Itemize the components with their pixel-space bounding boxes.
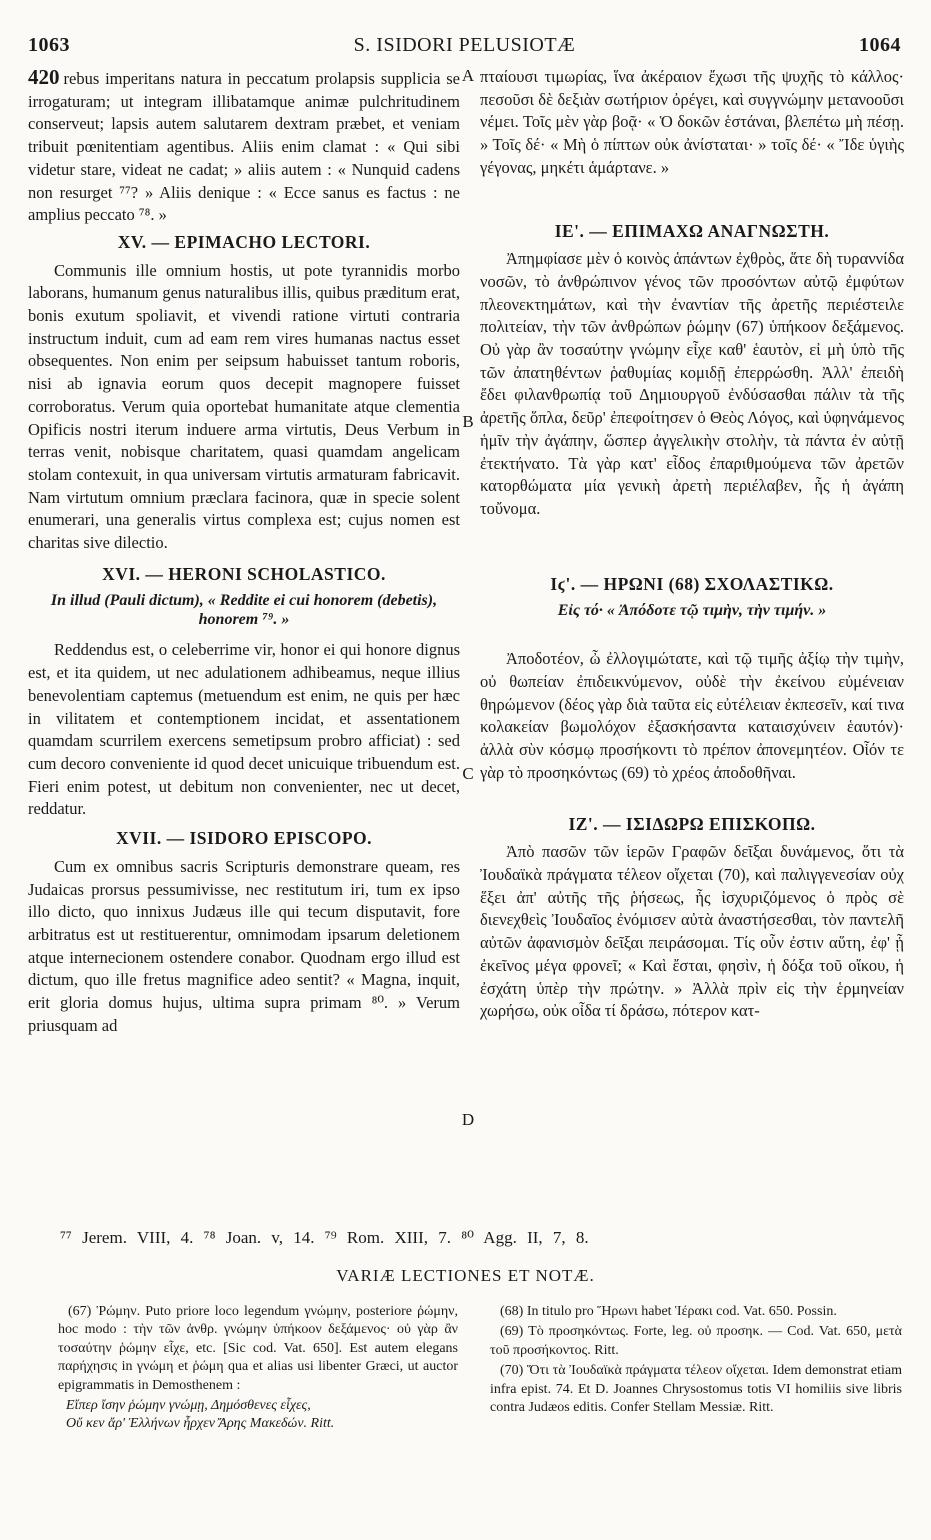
latin-subheading-16: In illud (Pauli dictum), « Reddite ei cui honorem (debetis), honorem ⁷⁹. » bbox=[50, 592, 438, 629]
latin-letter-17: Cum ex omnibus sacris Scripturis demonstrare queam, res Judaicas prorsus pessumivisse, nec restitutum iri, tum ex ipso illo dicto, quo innixus Judæus ille qui tecum disputavit, fore arbitratus est ut restituerentur, omnimodam ipsarum deletionem atque internecionem ostendere conabor. Quodnam ergo illud est dictum, quo ille fretus magnifice adeo sentit? « Magna, inquit, erit gloria domus hujus, ultima supra primam ⁸⁰. » Verum priusquam ad bbox=[28, 856, 460, 1035]
epigram-line-2: Οὔ κεν ἄρ' Ἑλλήνων ἦρχεν Ἄρης Μακεδών. Ritt. bbox=[66, 1416, 335, 1432]
latin-intro bbox=[28, 66, 460, 227]
page-number-left: 1063 bbox=[28, 34, 70, 56]
note-68: (68) In titulo pro Ἥρωνι habet Ἱέρακι cod. Vat. 650. Possin. bbox=[500, 1304, 837, 1319]
greek-subheading-16: Εἰς τό· « Ἀπόδοτε τῷ τιμὴν, τὴν τιμήν. » bbox=[557, 602, 827, 620]
latin-letter-16: Reddendus est, o celeberrime vir, honor ei qui honore dignus est, et ita quidem, ut nec adulationem adhibeamus, neque illius benevolentiam captemus (metuendum est enim, ne quis per hæc in vilitatem et contemptionem incidat, et assentationem quamdam scurrilem exercens semetipsum probro afficiat) : sed cum decoro conveniente id quod decet unicuique tribuendum est. Fieri enim potest, ut debitum non convenienter, nec ut decet, reddatur. bbox=[28, 640, 460, 819]
latin-column bbox=[28, 66, 460, 1037]
greek-column bbox=[480, 66, 904, 1023]
greek-heading-17: ΙΖ'. — ΙΣΙΔΩΡΩ ΕΠΙΣΚΟΠΩ. bbox=[568, 813, 816, 834]
column-marker-a: A bbox=[461, 66, 475, 85]
column-marker-d: D bbox=[461, 1110, 475, 1129]
note-70: (70) Ὅτι τὰ Ἰουδαϊκὰ πράγματα τέλεον οἴχεται. Idem demonstrat etiam infra epist. 74. Et D. Joannes Chrysostomus totis VI homiliis sive libris contra Judæos editis. Confer Stellam Messiæ. Ritt. bbox=[490, 1363, 902, 1416]
epigram-line-1: Εἴπερ ἴσην ῥώμην γνώμῃ, Δημόσθενες εἶχες, bbox=[66, 1398, 311, 1414]
latin-heading-15: XV. — EPIMACHO LECTORI. bbox=[117, 231, 371, 252]
note-67: (67) Ῥώμην. Puto priore loco legendum γνώμην, posteriore ῥώμην, hoc modo : τὴν τῶν ἀνθρ. γνώμην ὑπήκοον δεξάμενος· οὐ γὰρ ἂν τοσαύτην ῥώμην εἶχε, etc. [Sic cod. Vat. 650]. Est autem elegans παρήχησις in γνώμη et ῥώμη qua et alias usi libenter Græci, ut auctor epigrammatis in Demosthenem : bbox=[58, 1304, 458, 1393]
latin-heading-17: XVII. — ISIDORO EPISCOPO. bbox=[115, 828, 373, 849]
page-number-right: 1064 bbox=[859, 34, 901, 56]
running-title: S. ISIDORI PELUSIOTÆ bbox=[353, 34, 576, 56]
greek-intro: πταίουσι τιμωρίας, ἵνα ἀκέραιον ἔχωσι τῆς ψυχῆς τὸ κάλλος· πεσοῦσι δὲ δεξιὰν σωτήριον ὀρέγει, καὶ συγγνώμην μετανοοῦσι νέμει. Τοῖς μὲν γὰρ βοᾷ· « Ὁ δοκῶν ἑστάναι, βλεπέτω μὴ πέσῃ. » Τοῖς δέ· « Μὴ ὁ πίπτων οὐκ ἀνίσταται· » τοῖς δέ· « Ἴδε ὑγιὴς γέγονας, μηκέτι ἁμάρτανε. » bbox=[480, 67, 904, 177]
scripture-references: ⁷⁷ Jerem. VIII, 4. ⁷⁸ Joan. v, 14. ⁷⁹ Rom. XIII, 7. ⁸⁰ Agg. II, 7, 8. bbox=[60, 1228, 589, 1247]
greek-heading-16: Ιϛ'. — ΗΡΩΝΙ (68) ΣΧΟΛΑΣΤΙΚΩ. bbox=[550, 573, 834, 594]
latin-letter-15: Communis ille omnium hostis, ut pote tyrannidis morbo laborans, humanum genus naturalibus illis, quibus præditum erat, bonis exutum spoliavit, et vivendi ratione virtuti contraria instructum induit, cum ad eam rem vires humanas nactus esset obsequentes. Non enim per seipsum habuisset tantum roboris, nisi ab ignavia eorum quos decepit magnopere fuisset corroboratus. Verum quia oportebat humanitate atque clementia Opificis nostri iterum induere arma virtutis, Deus Verbum in terras venit, nobisque charitatem, quasi quamdam angelicam stolam contexuit, in qua universam virtutis armaturam fabricavit. Nam virtutum omnium præclara facinora, quæ in specie solent enumerari, una generalis virtus complexa est; cujus nomen est charitas sive dilectio. bbox=[28, 260, 460, 553]
column-marker-c: C bbox=[462, 764, 474, 783]
notes-left-column bbox=[58, 1303, 458, 1434]
greek-letter-17: Ἀπὸ πασῶν τῶν ἱερῶν Γραφῶν δεῖξαι δυνάμενος, ὅτι τὰ Ἰουδαϊκὰ πράγματα τέλεον οἴχεται (70), καὶ παλιγγενεσίαν οὐχ ἕξει ἀπ' αὐτῆς τῆς ῥήσεως, ἧς ἰσχυριζόμενος ὁ πρὸς σὲ διενεχθεὶς Ἰουδαῖος ἐνόμισεν αὐτὰ ἀναστήσεσθαι, τὸν παντελῆ αὐτῶν ἀφανισμὸν δεῖξαι πειράσομαι. Τίς οὖν ἐστιν αὕτη, ἐφ' ᾗ ἐκεῖνος μέγα φρονεῖ; « Καὶ ἔσται, φησὶν, ἡ δόξα τοῦ οἴκου, ἡ ἐσχάτη ὑπὲρ τὴν πρώτην. » Ἀλλὰ πρὶν εἰς τὴν ἑρμηνείαν χωρήσω, οὐκ οἶδα τί δράσω, πότερον κατ- bbox=[480, 842, 904, 1021]
latin-heading-16: XVI. — HERONI SCHOLASTICO. bbox=[102, 563, 386, 584]
notes-right-column bbox=[490, 1303, 902, 1419]
running-header bbox=[28, 34, 901, 62]
note-69: (69) Τὸ προσηκόντως. Forte, leg. οὐ προσηκ. — Cod. Vat. 650, μετὰ τοῦ προσήκοντος. Ritt. bbox=[490, 1324, 902, 1358]
variae-lectiones-heading: VARIÆ LECTIONES ET NOTÆ. bbox=[336, 1266, 595, 1285]
greek-letter-15: Ἀπημφίασε μὲν ὁ κοινὸς ἁπάντων ἐχθρὸς, ἅτε δὴ τυραννίδα νοσῶν, τὸ ἀνθρώπινον γένος τῶν προσόντων αὐτῷ ἐμφύτων πλεονεκτημάτων, καὶ τὴν ἐναντίαν τῆς ἀρετῆς περιέστειλε πολιτείαν, τὴν τῶν ἀνθρώπων ῥώμην (67) ὑπήκοον δεξάμενος. Οὐ γὰρ ἂν τοσαύτην γνώμην εἶχε καθ' ἑαυτὸν, εἰ μὴ ὑπὸ τῆς τῶν ἀπατηθέντων ῥαθυμίας κομιδῇ ἐπερρώσθη. Ἀλλ' ἐπειδὴ ἔδει φιλανθρωπίᾳ τοῦ Δημιουργοῦ ἐνδύσασθαι πάλιν τὰ τῆς ἀρετῆς ὅπλα, δεῦρ' ἐπεφοίτησεν ὁ Θεὸς Λόγος, καὶ ὑφηνάμενος ἡμῖν τὴν ἀγάπην, ὥσπερ ἀγγελικὴν στολὴν, τὰ πάντα ἐν αὐτῇ ἐτεκτήνατο. Τὰ γὰρ κατ' εἶδος ἐπαριθμούμενα τῶν ἀρετῶν κατορθώματα μία γενικὴ ἀρετὴ περιέλαβεν, ἧς ἡ ἀγάπη τοὔνομα. bbox=[480, 249, 904, 518]
latin-intro-text: rebus imperitans natura in peccatum prolapsis supplicia se irrogaturam; ut integram illibatamque animæ pulchritudinem conserveut; lapsis autem salutarem dextram præbet, et veniam tribuit pœnitentiam agentibus. Aliis enim clamat : « Qui sibi videtur stare, videat ne cadat; » aliis autem : « Nunquid cadens non resurget ⁷⁷? » Aliis denique : « Ecce sanus es factus : ne amplius peccato ⁷⁸. » bbox=[28, 69, 460, 225]
greek-letter-16: Ἀποδοτέον, ὦ ἐλλογιμώτατε, καὶ τῷ τιμῆς ἀξίῳ τὴν τιμὴν, οὐ θωπείαν ἐπιδεικνύμενον, οὐδὲ τὴν ἐκείνου εὐμένειαν θηρώμενον (δέος γὰρ διὰ ταῦτα εἰς εὐτέλειαν ἐκπεσεῖν, καί τινα κολακείαν βωμολόχον ἐξασκήσαντα καταισχύνειν ἑαυτόν)· ἀλλὰ σὺν κόσμῳ προσήκοντι τὸ πρέπον ἀπονεμητέον. Οἷόν τε γὰρ τὸ προσηκόντως (69) τὸ χρέος ἀποδοθῆναι. bbox=[480, 649, 904, 782]
column-marker-b: B bbox=[462, 412, 474, 431]
column-number: 420 bbox=[28, 65, 60, 89]
greek-heading-15: ΙΕ'. — ΕΠΙΜΑΧΩ ΑΝΑΓΝΩΣΤΗ. bbox=[554, 220, 830, 241]
